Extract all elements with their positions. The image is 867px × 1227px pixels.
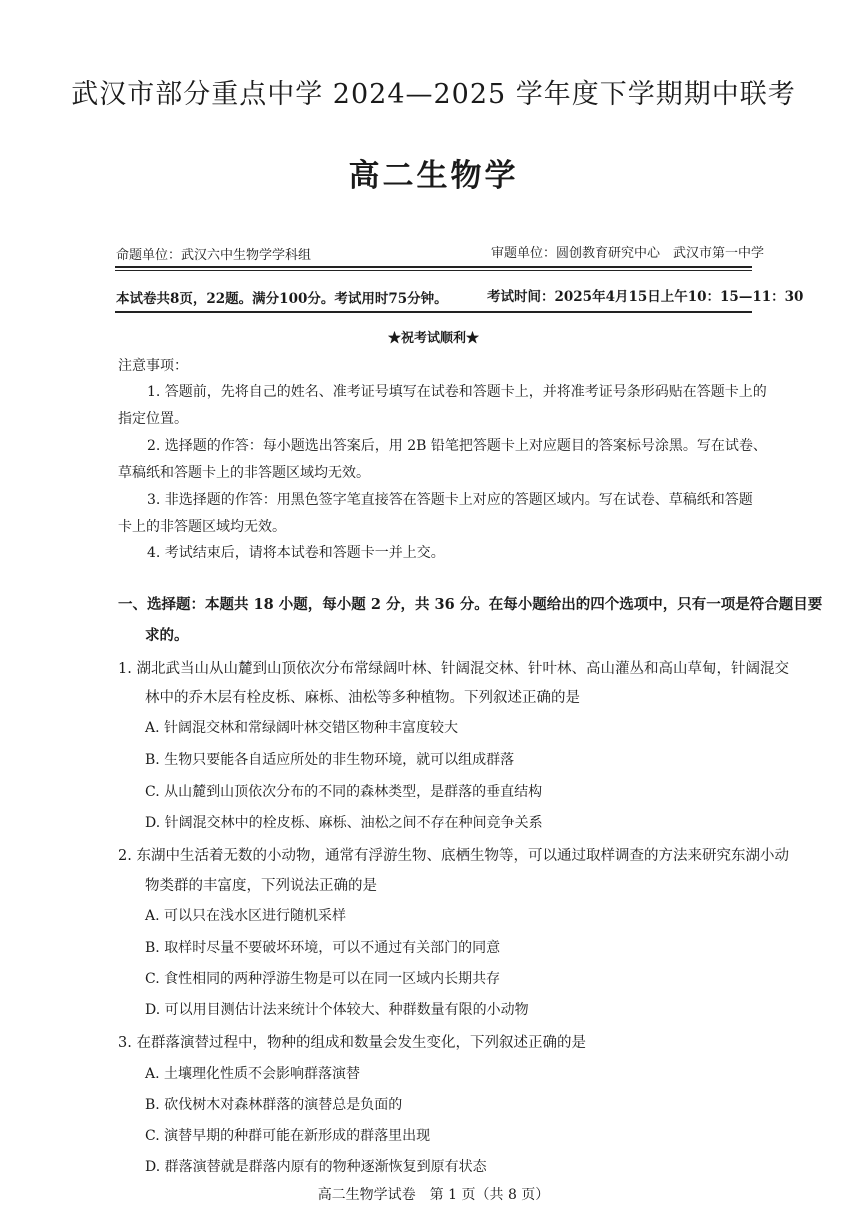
question-stem: 林中的乔木层有栓皮栎、麻栎、油松等多种植物。下列叙述正确的是 <box>145 690 580 706</box>
author-unit: 命题单位：武汉六中生物学学科组 <box>116 248 312 263</box>
subject-title: 高二生物学 <box>348 158 519 194</box>
section-heading: 一、选择题：本题共 18 小题，每小题 2 分，共 36 分。在每小题给出的四个选项中，只有一项是符合题目要 <box>118 596 823 613</box>
header-rule-top-thin <box>115 270 752 271</box>
note-line: 卡上的非答题区域均无效。 <box>118 519 286 535</box>
option-a: A. 可以只在浅水区进行随机采样 <box>145 908 347 924</box>
note-line: 2. 选择题的作答：每小题选出答案后，用 2B 铅笔把答题卡上对应题目的答案标号涂黑。写在试卷、 <box>147 438 767 454</box>
question-stem: 1. 湖北武当山从山麓到山顶依次分布常绿阔叶林、针阔混交林、针叶林、高山灌丛和高山草甸，针阔混交 <box>118 661 789 677</box>
review-unit: 审题单位：圆创教育研究中心 武汉市第一中学 <box>491 246 765 261</box>
header-rule-bottom <box>115 311 752 313</box>
section-heading-cont: 求的。 <box>145 627 189 644</box>
note-line: 4. 考试结束后，请将本试卷和答题卡一并上交。 <box>147 545 445 561</box>
note-line: 1. 答题前，先将自己的姓名、准考证号填写在试卷和答题卡上，并将准考证号条形码贴在答题卡上的 <box>147 384 767 400</box>
exam-info: 本试卷共8页，22题。满分100分。考试用时75分钟。 <box>116 291 448 307</box>
option-c: C. 演替早期的种群可能在新形成的群落里出现 <box>145 1128 431 1144</box>
note-line: 指定位置。 <box>118 411 188 427</box>
good-luck-banner: ★祝考试顺利★ <box>387 331 479 346</box>
page-footer: 高二生物学试卷 第 1 页（共 8 页） <box>317 1187 550 1203</box>
note-line: 3. 非选择题的作答：用黑色签字笔直接答在答题卡上对应的答题区域内。写在试卷、草稿纸和答题 <box>147 492 753 508</box>
question-stem: 2. 东湖中生活着无数的小动物，通常有浮游生物、底栖生物等，可以通过取样调查的方法来研究东湖小动 <box>118 848 789 864</box>
option-a: A. 针阔混交林和常绿阔叶林交错区物种丰富度较大 <box>145 720 459 736</box>
option-a: A. 土壤理化性质不会影响群落演替 <box>145 1066 361 1082</box>
option-b: B. 取样时尽量不要破坏环境，可以不通过有关部门的同意 <box>145 940 501 956</box>
option-d: D. 针阔混交林中的栓皮栎、麻栎、油松之间不存在种间竞争关系 <box>145 815 543 831</box>
option-c: C. 食性相同的两种浮游生物是可以在同一区域内长期共存 <box>145 971 501 987</box>
exam-title: 武汉市部分重点中学 2024—2025 学年度下学期期中联考 <box>71 79 796 110</box>
option-d: D. 群落演替就是群落内原有的物种逐渐恢复到原有状态 <box>145 1159 487 1175</box>
option-d: D. 可以用目测估计法来统计个体较大、种群数量有限的小动物 <box>145 1002 529 1018</box>
option-b: B. 砍伐树木对森林群落的演替总是负面的 <box>145 1097 403 1113</box>
option-c: C. 从山麓到山顶依次分布的不同的森林类型，是群落的垂直结构 <box>145 784 543 800</box>
question-stem: 物类群的丰富度，下列说法正确的是 <box>145 878 377 894</box>
option-b: B. 生物只要能各自适应所处的非生物环境，就可以组成群落 <box>145 752 515 768</box>
note-line: 草稿纸和答题卡上的非答题区域均无效。 <box>118 465 370 481</box>
notes-heading: 注意事项： <box>118 358 188 374</box>
header-rule-top <box>115 266 752 268</box>
exam-time: 考试时间：2025年4月15日上午10：15—11：30 <box>487 289 804 305</box>
question-stem: 3. 在群落演替过程中，物种的组成和数量会发生变化，下列叙述正确的是 <box>118 1035 586 1051</box>
